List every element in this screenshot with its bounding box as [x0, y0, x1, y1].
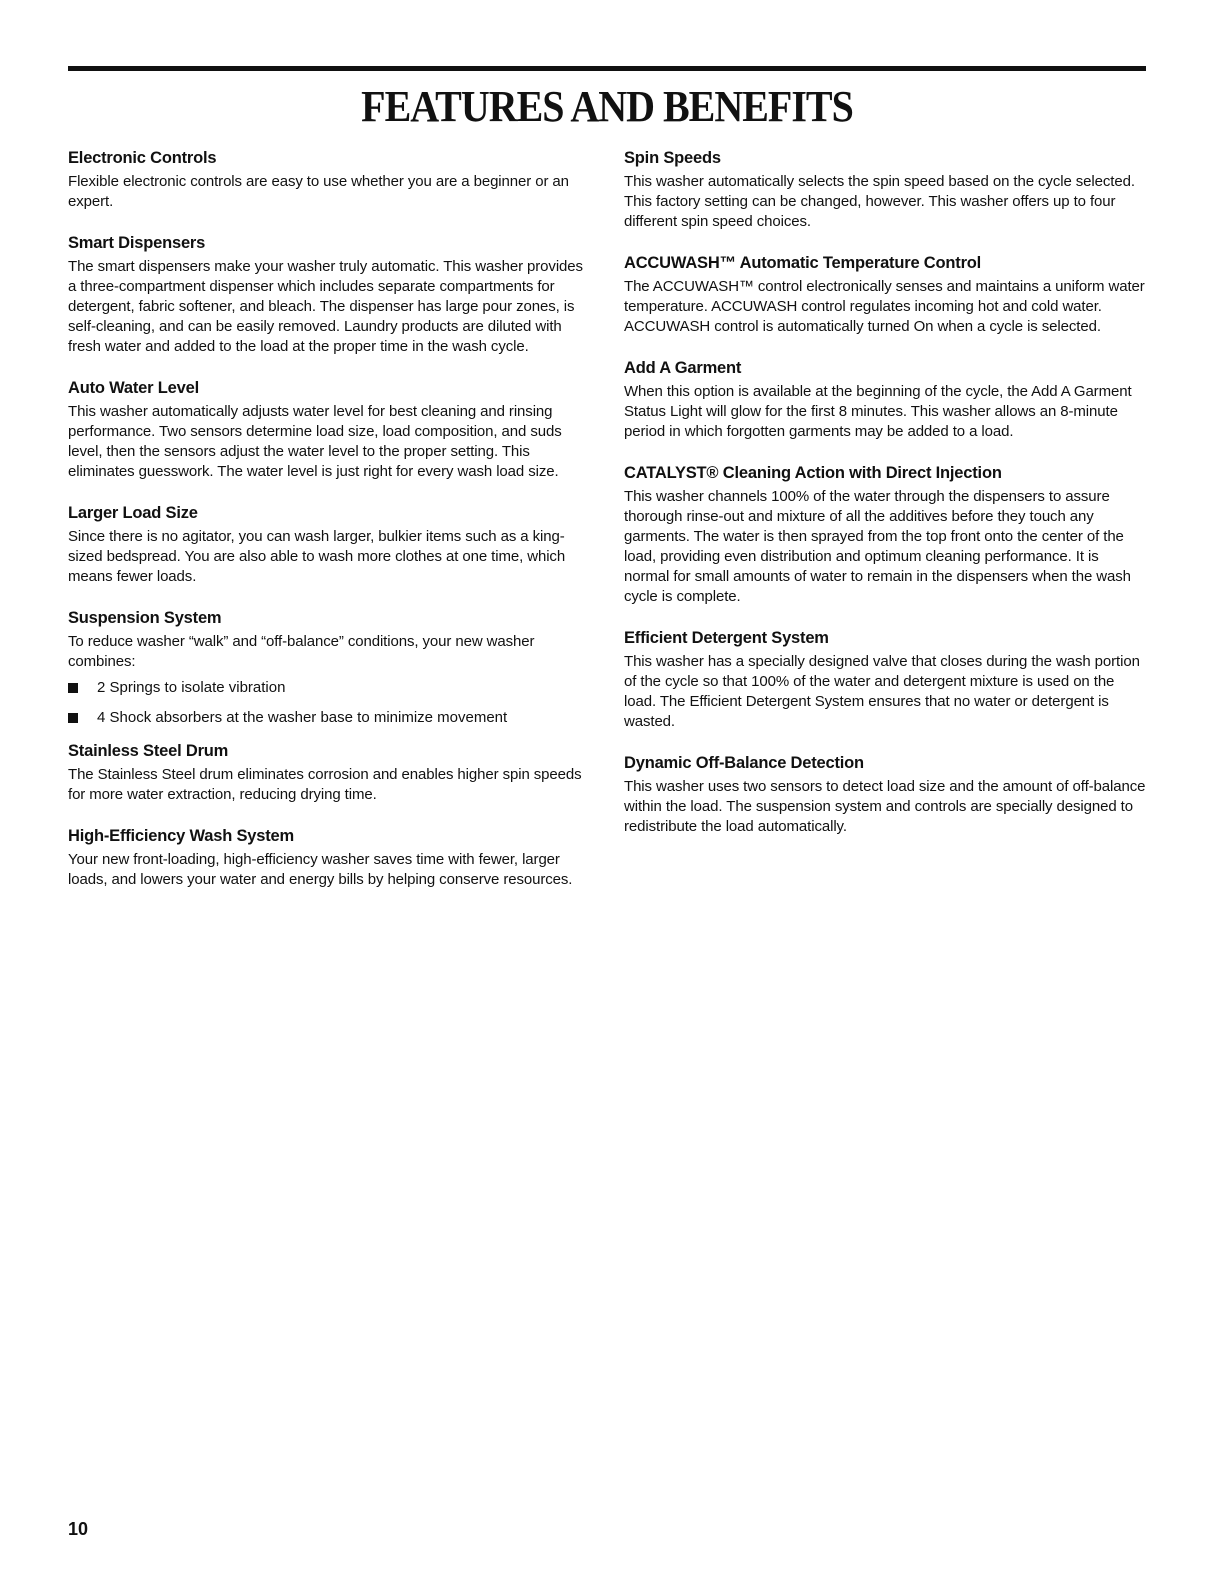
section-body: Flexible electronic controls are easy to use whether you are a beginner or an expert.: [68, 173, 569, 210]
section-body: The ACCUWASH™ control electronically senses and maintains a uniform water temperature. ACCUWASH control regulates incoming hot and cold water. ACCUWASH control is automatically turned On when a cycle is selected.: [624, 278, 1145, 335]
section-body: The Stainless Steel drum eliminates corrosion and enables higher spin speeds for more water extraction, reducing drying time.: [68, 766, 582, 803]
list-item-text: 4 Shock absorbers at the washer base to minimize movement: [97, 709, 508, 726]
section-heading: Suspension System: [68, 609, 222, 627]
section-accuwash-temperature-control: [624, 252, 1146, 337]
section-heading: Electronic Controls: [68, 149, 217, 167]
bullet-list: [68, 678, 590, 728]
section-body: When this option is available at the beginning of the cycle, the Add A Garment Status Light will glow for the first 8 minutes. This washer allows an 8-minute period in which forgotten garments may be added to a load.: [624, 383, 1132, 440]
section-smart-dispensers: [68, 232, 590, 357]
section-high-efficiency-wash-system: [68, 825, 590, 890]
section-heading: Smart Dispensers: [68, 234, 206, 252]
section-body: The smart dispensers make your washer truly automatic. This washer provides a three-compartment dispenser which includes separate compartments for detergent, fabric softener, and bleach. The dispenser has large pour zones, is self-cleaning, and can be easily removed. Laundry products are diluted with fresh water and added to the load at the proper time in the wash cycle.: [68, 258, 583, 355]
section-body: To reduce washer “walk” and “off-balance” conditions, your new washer combines:: [68, 633, 535, 670]
section-add-a-garment: [624, 357, 1146, 442]
section-body: Since there is no agitator, you can wash larger, bulkier items such as a king-sized bedspread. You are also able to wash more clothes at one time, which means fewer loads.: [68, 528, 566, 585]
section-dynamic-off-balance-detection: [624, 752, 1146, 837]
section-auto-water-level: [68, 377, 590, 482]
section-heading: Spin Speeds: [624, 149, 721, 167]
section-heading: Efficient Detergent System: [624, 629, 829, 647]
section-stainless-steel-drum: [68, 740, 590, 805]
right-column: [624, 147, 1146, 857]
section-body: Your new front-loading, high-efficiency washer saves time with fewer, larger loads, and lowers your water and energy bills by helping conserve resources.: [68, 851, 573, 888]
top-rule: [68, 66, 1146, 71]
section-heading: ACCUWASH™ Automatic Temperature Control: [624, 254, 982, 272]
page-number: 10: [68, 1519, 89, 1539]
section-heading: CATALYST® Cleaning Action with Direct Injection: [624, 464, 1002, 482]
section-body: This washer channels 100% of the water through the dispensers to assure thorough rinse-out and mixture of all the additives before they touch any garments. The water is then sprayed from the top front onto the center of the load, providing even distribution and optimum cleaning performance. It is normal for small amounts of water to remain in the dispensers when the wash cycle is complete.: [624, 488, 1131, 605]
section-larger-load-size: [68, 502, 590, 587]
section-body: This washer has a specially designed valve that closes during the wash portion of the cycle so that 100% of the water and detergent mixture is used on the load. The Efficient Detergent System ensures that no water or detergent is wasted.: [624, 653, 1140, 730]
section-heading: High-Efficiency Wash System: [68, 827, 294, 845]
section-heading: Stainless Steel Drum: [68, 742, 229, 760]
list-item: [68, 678, 590, 698]
section-heading: Larger Load Size: [68, 504, 198, 522]
left-column: [68, 147, 590, 910]
section-heading: Dynamic Off-Balance Detection: [624, 754, 864, 772]
section-body: This washer uses two sensors to detect load size and the amount of off-balance within the load. The suspension system and controls are specially designed to redistribute the load automatically.: [624, 778, 1146, 835]
section-efficient-detergent-system: [624, 627, 1146, 732]
square-bullet-icon: [68, 713, 78, 723]
section-heading: Auto Water Level: [68, 379, 199, 397]
square-bullet-icon: [68, 683, 78, 693]
section-spin-speeds: [624, 147, 1146, 232]
page-title: FEATURES AND BENEFITS: [361, 80, 853, 132]
section-body: This washer automatically adjusts water level for best cleaning and rinsing performance. Two sensors determine load size, load composition, and suds level, then the sensors adjust the water level to the proper setting. This eliminates guesswork. The water level is just right for every wash load size.: [68, 403, 562, 480]
section-suspension-system: [68, 607, 590, 728]
section-heading: Add A Garment: [624, 359, 742, 377]
list-item-text: 2 Springs to isolate vibration: [97, 679, 286, 696]
section-catalyst-cleaning-action: [624, 462, 1146, 607]
list-item: [68, 708, 590, 728]
section-electronic-controls: [68, 147, 590, 212]
section-body: This washer automatically selects the spin speed based on the cycle selected. This factory setting can be changed, however. This washer offers up to four different spin speed choices.: [624, 173, 1135, 230]
